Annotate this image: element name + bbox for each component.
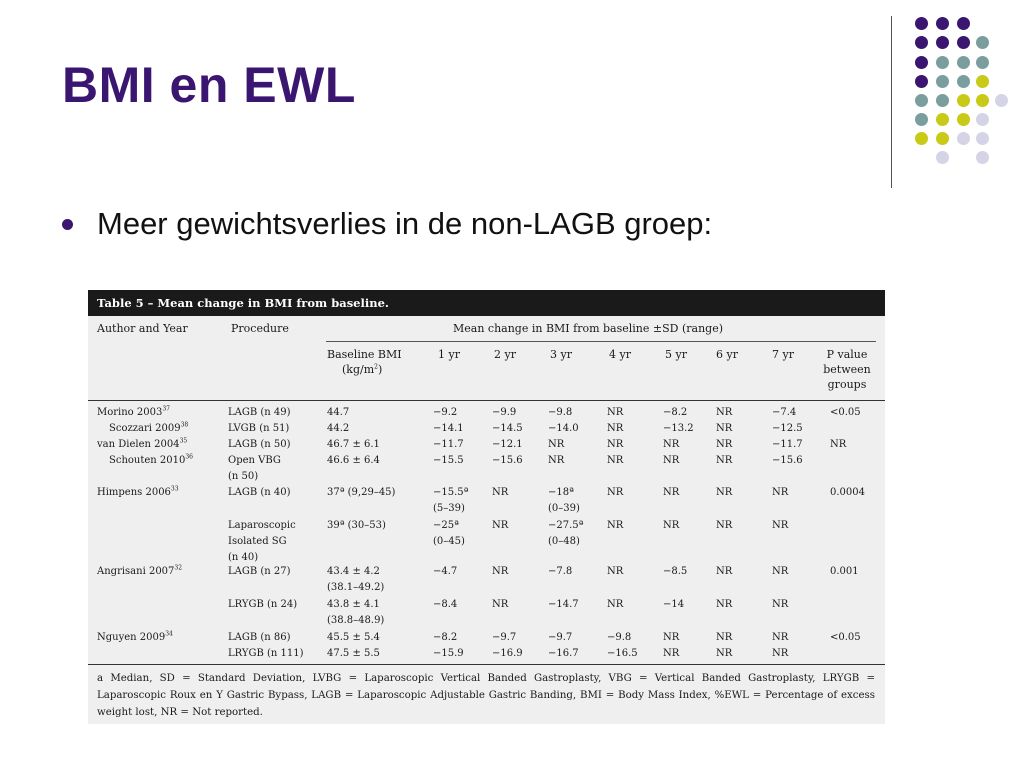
decorative-dot — [936, 17, 949, 30]
cell-procedure: LRYGB (n 24) — [228, 599, 298, 610]
decorative-dot — [915, 56, 928, 69]
decorative-dot — [915, 17, 928, 30]
col-header-2yr: 2 yr — [494, 348, 516, 361]
cell-procedure: LAGB (n 49) — [228, 407, 291, 418]
cell-y1: −11.7 — [433, 439, 464, 450]
cell-y5: NR — [663, 487, 680, 498]
cell-y1-range: (5–39) — [433, 503, 465, 514]
pvalue-label-line3: groups — [827, 378, 867, 391]
decorative-dot — [976, 75, 989, 88]
cell-procedure: LVGB (n 51) — [228, 423, 290, 434]
cell-y2: −15.6 — [492, 455, 523, 466]
cell-author: Scozzari 2009$^{38}$ — [109, 421, 189, 434]
cell-y1: −15.5 — [433, 455, 464, 466]
decorative-dot — [915, 75, 928, 88]
decorative-dot — [936, 75, 949, 88]
decorative-dot — [976, 94, 989, 107]
cell-y5: −14 — [663, 599, 685, 610]
cell-pvalue: 0.0004 — [830, 487, 865, 498]
decorative-dot — [957, 113, 970, 126]
col-header-3yr: 3 yr — [550, 348, 572, 361]
decorative-dot — [936, 151, 949, 164]
decorative-dot — [957, 36, 970, 49]
cell-procedure: LAGB (n 27) — [228, 566, 291, 577]
decorative-dot — [957, 17, 970, 30]
cell-y7: −15.6 — [772, 455, 803, 466]
cell-y2: −14.5 — [492, 423, 523, 434]
cell-y4: NR — [607, 423, 624, 434]
cell-procedure: LRYGB (n 111) — [228, 648, 304, 659]
cell-procedure-line3: (n 40) — [228, 552, 259, 563]
decorative-dot — [915, 36, 928, 49]
cell-baseline: 37ª (9,29–45) — [327, 487, 396, 498]
bullet-text: Meer gewichtsverlies in de non-LAGB groep: — [97, 206, 713, 241]
decorative-dot — [995, 94, 1008, 107]
decorative-dot — [976, 36, 989, 49]
cell-author: Morino 2003$^{37}$ — [97, 405, 170, 418]
table-caption: Table 5 – Mean change in BMI from baseline. — [88, 290, 885, 316]
cell-y3-range: (0–39) — [548, 503, 580, 514]
cell-y3: −14.0 — [548, 423, 579, 434]
bmi-table-image — [88, 290, 885, 724]
cell-y2: NR — [492, 566, 509, 577]
cell-y4: NR — [607, 407, 624, 418]
cell-procedure: Laparoscopic — [228, 520, 296, 531]
cell-y4: −9.8 — [607, 632, 632, 643]
cell-y1-range: (0–45) — [433, 536, 465, 547]
decorative-dot — [957, 56, 970, 69]
col-header-7yr: 7 yr — [772, 348, 794, 361]
decorative-dot — [976, 56, 989, 69]
cell-y1: −8.4 — [433, 599, 458, 610]
cell-y6: NR — [716, 455, 733, 466]
cell-procedure: Open VBG — [228, 455, 281, 466]
cell-y3: −18ª — [548, 487, 574, 498]
cell-procedure-line2: (n 50) — [228, 471, 259, 482]
cell-y7: −7.4 — [772, 407, 797, 418]
cell-y6: NR — [716, 648, 733, 659]
cell-baseline: 43.8 ± 4.1 — [327, 599, 380, 610]
decorative-dot — [936, 36, 949, 49]
cell-baseline: 46.6 ± 6.4 — [327, 455, 380, 466]
cell-y7: −12.5 — [772, 423, 803, 434]
cell-author: Himpens 2006$^{33}$ — [97, 485, 179, 498]
cell-y7: NR — [772, 632, 789, 643]
cell-y1: −25ª — [433, 520, 459, 531]
cell-y5: −13.2 — [663, 423, 694, 434]
decorative-dot — [957, 75, 970, 88]
cell-pvalue: <0.05 — [830, 632, 861, 643]
header-rule — [88, 400, 885, 401]
baseline-label-line1: Baseline BMI — [327, 348, 402, 361]
cell-y7: −11.7 — [772, 439, 803, 450]
cell-y3: −16.7 — [548, 648, 579, 659]
cell-author: van Dielen 2004$^{35}$ — [97, 437, 188, 450]
cell-y6: NR — [716, 423, 733, 434]
cell-y4: NR — [607, 599, 624, 610]
cell-y4: −16.5 — [607, 648, 638, 659]
cell-y5: NR — [663, 455, 680, 466]
cell-y6: NR — [716, 520, 733, 531]
cell-baseline: 45.5 ± 5.4 — [327, 632, 380, 643]
cell-pvalue: <0.05 — [830, 407, 861, 418]
decorative-dot — [936, 56, 949, 69]
cell-y4: NR — [607, 455, 624, 466]
cell-y3: −7.8 — [548, 566, 573, 577]
cell-y7: NR — [772, 487, 789, 498]
cell-y4: NR — [607, 520, 624, 531]
cell-pvalue: 0.001 — [830, 566, 859, 577]
cell-y6: NR — [716, 487, 733, 498]
cell-baseline: 44.2 — [327, 423, 350, 434]
cell-y3: −9.7 — [548, 632, 573, 643]
cell-y5: NR — [663, 520, 680, 531]
cell-y2: −16.9 — [492, 648, 523, 659]
decorative-dot — [957, 94, 970, 107]
decorative-dot — [976, 113, 989, 126]
cell-y3: −27.5ª — [548, 520, 584, 531]
body-rule — [88, 664, 885, 665]
cell-author: Angrisani 2007$^{32}$ — [97, 564, 183, 577]
cell-y7: NR — [772, 520, 789, 531]
cell-y1: −15.5ª — [433, 487, 469, 498]
cell-author: Nguyen 2009$^{34}$ — [97, 630, 173, 643]
col-header-5yr: 5 yr — [665, 348, 687, 361]
cell-y1: −4.7 — [433, 566, 458, 577]
cell-y1: −15.9 — [433, 648, 464, 659]
col-header-author: Author and Year — [97, 322, 188, 335]
cell-baseline: 47.5 ± 5.5 — [327, 648, 380, 659]
bullet-icon — [62, 219, 73, 230]
decorative-dot — [976, 132, 989, 145]
cell-author: Schouten 2010$^{36}$ — [109, 453, 193, 466]
col-header-6yr: 6 yr — [716, 348, 738, 361]
decorative-dot — [936, 132, 949, 145]
cell-procedure: LAGB (n 50) — [228, 439, 291, 450]
decorative-dot — [915, 94, 928, 107]
cell-pvalue: NR — [830, 439, 847, 450]
decorative-dot — [915, 113, 928, 126]
cell-y5: −8.2 — [663, 407, 688, 418]
cell-y2: −12.1 — [492, 439, 523, 450]
col-header-procedure: Procedure — [231, 322, 289, 335]
cell-baseline: 44.7 — [327, 407, 350, 418]
cell-y2: NR — [492, 599, 509, 610]
cell-y5: NR — [663, 632, 680, 643]
header-group-rule — [326, 341, 876, 342]
cell-y7: NR — [772, 599, 789, 610]
cell-y3-range: (0–48) — [548, 536, 580, 547]
cell-y7: NR — [772, 566, 789, 577]
col-header-1yr: 1 yr — [438, 348, 460, 361]
cell-baseline: 43.4 ± 4.2 — [327, 566, 380, 577]
cell-y6: NR — [716, 599, 733, 610]
baseline-label-line2: $(kg/m^2)$ — [342, 363, 383, 376]
cell-y1: −8.2 — [433, 632, 458, 643]
col-header-group: Mean change in BMI from baseline ±SD (range) — [453, 322, 723, 335]
decorative-dot — [976, 151, 989, 164]
decorative-dot — [936, 94, 949, 107]
cell-procedure: LAGB (n 86) — [228, 632, 291, 643]
cell-y2: NR — [492, 487, 509, 498]
cell-y2: NR — [492, 520, 509, 531]
cell-y6: NR — [716, 566, 733, 577]
cell-y5: NR — [663, 439, 680, 450]
decorative-dot — [915, 132, 928, 145]
cell-y4: NR — [607, 439, 624, 450]
cell-y4: NR — [607, 487, 624, 498]
cell-baseline: 39ª (30–53) — [327, 520, 386, 531]
cell-y3: NR — [548, 455, 565, 466]
cell-y5: −8.5 — [663, 566, 688, 577]
cell-y5: NR — [663, 648, 680, 659]
decorative-dot — [936, 113, 949, 126]
cell-y3: −9.8 — [548, 407, 573, 418]
cell-y4: NR — [607, 566, 624, 577]
title-divider-line — [891, 16, 892, 188]
pvalue-label-line1: P value — [826, 348, 868, 361]
cell-y6: NR — [716, 439, 733, 450]
decorative-dot — [957, 132, 970, 145]
cell-baseline-range: (38.8–48.9) — [327, 615, 385, 626]
cell-y2: −9.7 — [492, 632, 517, 643]
cell-y3: −14.7 — [548, 599, 579, 610]
col-header-pvalue — [822, 347, 872, 392]
cell-y6: NR — [716, 407, 733, 418]
decorative-dot-grid — [0, 0, 1024, 180]
bullet-item — [62, 206, 712, 242]
cell-procedure-line2: Isolated SG — [228, 536, 287, 547]
col-header-4yr: 4 yr — [609, 348, 631, 361]
table-footnote: a Median, SD = Standard Deviation, LVBG = Laparoscopic Vertical Banded Gastroplasty, VBG = Vertical Banded Gastroplasty, LRYGB = Laparoscopic Roux en Y Gastric Bypass, LAGB = Laparoscopic Adjustable Gastric Banding, BMI = Body Mass Index, %EWL = Percentage of excess weight lost, NR = Not reported. — [97, 673, 875, 718]
col-header-baseline — [327, 347, 402, 377]
cell-baseline: 46.7 ± 6.1 — [327, 439, 380, 450]
cell-y1: −9.2 — [433, 407, 458, 418]
page-title: BMI en EWL — [62, 57, 356, 113]
cell-y2: −9.9 — [492, 407, 517, 418]
pvalue-label-line2: between — [823, 363, 871, 376]
cell-y6: NR — [716, 632, 733, 643]
cell-y3: NR — [548, 439, 565, 450]
cell-y7: NR — [772, 648, 789, 659]
cell-procedure: LAGB (n 40) — [228, 487, 291, 498]
cell-baseline-range: (38.1–49.2) — [327, 582, 385, 593]
cell-y1: −14.1 — [433, 423, 464, 434]
